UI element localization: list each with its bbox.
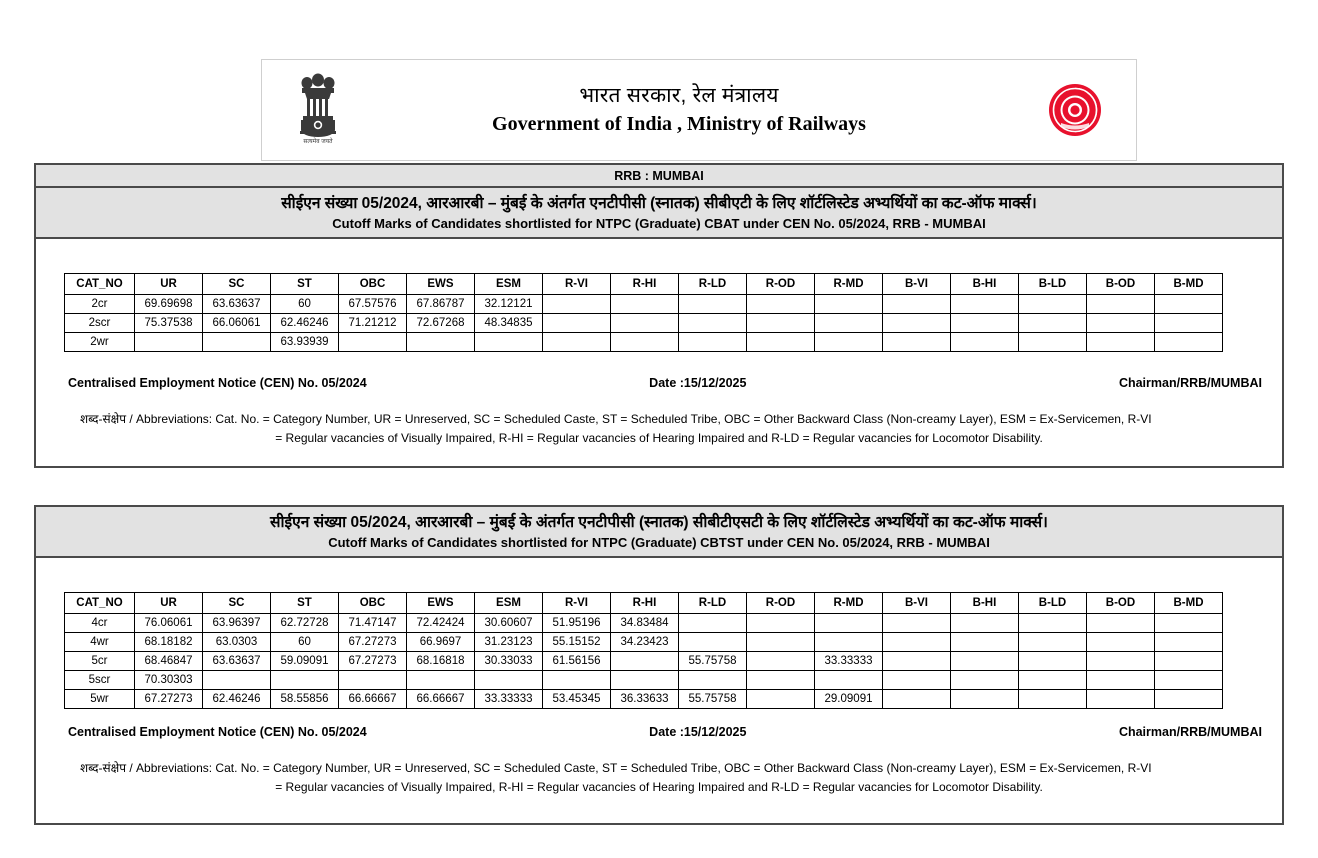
col-header-b-od: B-OD bbox=[1087, 273, 1155, 294]
col-header-b-vi: B-VI bbox=[883, 592, 951, 613]
svg-text:सत्यमेव जयते: सत्यमेव जयते bbox=[303, 139, 333, 145]
cell-value bbox=[883, 670, 951, 689]
cell-value bbox=[815, 613, 883, 632]
cell-cat-no: 5wr bbox=[65, 689, 135, 708]
cell-value: 63.96397 bbox=[203, 613, 271, 632]
cell-value bbox=[1087, 294, 1155, 313]
masthead-english-title: Government of India , Ministry of Railways bbox=[492, 113, 866, 136]
cell-value: 58.55856 bbox=[271, 689, 339, 708]
cbtst-hindi-heading: सीईएन संख्या 05/2024, आरआरबी – मुंबई के अंतर्गत एनटीपीसी (स्नातक) सीबीटीएसटी के लिए शॉर्टलिस्टेड अभ्यर्थियों का कट-ऑफ मार्क्स। bbox=[270, 514, 1048, 531]
cell-value: 55.15152 bbox=[543, 632, 611, 651]
cell-value: 53.45345 bbox=[543, 689, 611, 708]
col-header-ews: EWS bbox=[407, 273, 475, 294]
col-header-sc: SC bbox=[203, 592, 271, 613]
cell-value: 59.09091 bbox=[271, 651, 339, 670]
cell-value bbox=[1019, 332, 1087, 351]
col-header-r-od: R-OD bbox=[747, 273, 815, 294]
cell-value bbox=[1155, 313, 1223, 332]
cell-value bbox=[475, 332, 543, 351]
cell-value: 60 bbox=[271, 632, 339, 651]
cell-value bbox=[1019, 670, 1087, 689]
cbat-abbr-line-2: = Regular vacancies of Visually Impaired, R-HI = Regular vacancies of Hearing Impaired and R-LD = Regular vacancies for Locomotor Disability. bbox=[275, 431, 1043, 446]
col-header-cat-no: CAT_NO bbox=[65, 592, 135, 613]
cell-value bbox=[815, 332, 883, 351]
col-header-st: ST bbox=[271, 592, 339, 613]
cell-value bbox=[1155, 294, 1223, 313]
cell-value: 31.23123 bbox=[475, 632, 543, 651]
col-header-b-ld: B-LD bbox=[1019, 273, 1087, 294]
cell-value: 55.75758 bbox=[679, 689, 747, 708]
cell-value bbox=[611, 651, 679, 670]
cell-value bbox=[951, 613, 1019, 632]
col-header-b-md: B-MD bbox=[1155, 273, 1223, 294]
cell-value: 48.34835 bbox=[475, 313, 543, 332]
table-row bbox=[65, 294, 1223, 313]
cell-value bbox=[611, 332, 679, 351]
table-row bbox=[65, 332, 1223, 351]
cell-value bbox=[1019, 651, 1087, 670]
cell-value bbox=[1155, 689, 1223, 708]
cell-value: 67.27273 bbox=[339, 651, 407, 670]
masthead-hindi-title: भारत सरकार, रेल मंत्रालय bbox=[579, 83, 779, 107]
cell-value bbox=[815, 632, 883, 651]
col-header-r-hi: R-HI bbox=[611, 592, 679, 613]
cell-value: 62.46246 bbox=[203, 689, 271, 708]
cell-cat-no: 5scr bbox=[65, 670, 135, 689]
cell-value bbox=[1087, 332, 1155, 351]
cell-value: 63.0303 bbox=[203, 632, 271, 651]
cbat-footer-row bbox=[36, 376, 1282, 390]
cell-value bbox=[747, 313, 815, 332]
col-header-r-md: R-MD bbox=[815, 273, 883, 294]
cell-value bbox=[543, 670, 611, 689]
cell-value bbox=[679, 313, 747, 332]
cbat-abbreviations bbox=[36, 410, 1282, 449]
col-header-b-hi: B-HI bbox=[951, 273, 1019, 294]
cbat-heading-band bbox=[36, 188, 1282, 239]
cell-value bbox=[1087, 632, 1155, 651]
cell-cat-no: 2wr bbox=[65, 332, 135, 351]
cell-value: 61.56156 bbox=[543, 651, 611, 670]
cell-value bbox=[883, 313, 951, 332]
cell-value: 68.18182 bbox=[135, 632, 203, 651]
cell-value bbox=[543, 313, 611, 332]
cell-value bbox=[203, 332, 271, 351]
cell-value bbox=[951, 294, 1019, 313]
cbtst-table-wrap bbox=[36, 558, 1282, 709]
table-row bbox=[65, 632, 1223, 651]
cbtst-abbreviations bbox=[36, 759, 1282, 798]
cbtst-abbr-line-2: = Regular vacancies of Visually Impaired, R-HI = Regular vacancies of Hearing Impaired and R-LD = Regular vacancies for Locomotor Disability. bbox=[275, 780, 1043, 795]
cell-value: 62.72728 bbox=[271, 613, 339, 632]
cbat-abbr-line-1: शब्द-संक्षेप / Abbreviations: Cat. No. = Category Number, UR = Unreserved, SC = Scheduled Caste, ST = Scheduled Tribe, OBC = Other Backward Class (Non-creamy Layer), ESM = Ex-Servicemen, R-VI bbox=[80, 411, 1152, 426]
cell-value bbox=[883, 632, 951, 651]
col-header-b-ld: B-LD bbox=[1019, 592, 1087, 613]
cell-value: 69.69698 bbox=[135, 294, 203, 313]
cell-value: 33.33333 bbox=[815, 651, 883, 670]
cbtst-footer-row bbox=[36, 725, 1282, 739]
table-header-row bbox=[65, 592, 1223, 613]
cell-value: 62.46246 bbox=[271, 313, 339, 332]
cell-value: 70.30303 bbox=[135, 670, 203, 689]
cell-value bbox=[815, 294, 883, 313]
cell-value: 30.33033 bbox=[475, 651, 543, 670]
cell-value: 66.66667 bbox=[339, 689, 407, 708]
cbtst-date: Date :15/12/2025 bbox=[649, 724, 747, 739]
cell-value bbox=[951, 670, 1019, 689]
cell-value bbox=[339, 670, 407, 689]
table-row bbox=[65, 613, 1223, 632]
cbtst-cen-notice: Centralised Employment Notice (CEN) No. 05/2024 bbox=[68, 724, 367, 739]
cell-value: 66.06061 bbox=[203, 313, 271, 332]
col-header-b-md: B-MD bbox=[1155, 592, 1223, 613]
col-header-r-vi: R-VI bbox=[543, 273, 611, 294]
cell-value: 36.33633 bbox=[611, 689, 679, 708]
cell-value bbox=[951, 313, 1019, 332]
cell-value bbox=[1019, 613, 1087, 632]
cbat-cen-notice: Centralised Employment Notice (CEN) No. 05/2024 bbox=[68, 375, 367, 390]
cell-value bbox=[951, 332, 1019, 351]
cell-value: 34.83484 bbox=[611, 613, 679, 632]
cbtst-cutoff-table bbox=[64, 592, 1223, 709]
cell-value bbox=[135, 332, 203, 351]
cell-value bbox=[543, 294, 611, 313]
cell-value bbox=[1019, 294, 1087, 313]
cell-cat-no: 4wr bbox=[65, 632, 135, 651]
cell-value bbox=[1019, 313, 1087, 332]
cell-value bbox=[679, 294, 747, 313]
cell-value bbox=[1087, 689, 1155, 708]
masthead bbox=[261, 59, 1137, 161]
cell-value bbox=[1019, 689, 1087, 708]
cell-value: 63.63637 bbox=[203, 294, 271, 313]
rrb-band: RRB : MUMBAI bbox=[36, 165, 1282, 188]
table-row bbox=[65, 313, 1223, 332]
cell-value bbox=[475, 670, 543, 689]
cell-value: 60 bbox=[271, 294, 339, 313]
masthead-titles bbox=[310, 83, 1048, 137]
cell-value bbox=[951, 632, 1019, 651]
cell-value bbox=[883, 651, 951, 670]
table-row bbox=[65, 670, 1223, 689]
col-header-r-ld: R-LD bbox=[679, 592, 747, 613]
cell-value bbox=[679, 670, 747, 689]
cell-value: 72.67268 bbox=[407, 313, 475, 332]
cell-value bbox=[883, 294, 951, 313]
cell-value: 63.93939 bbox=[271, 332, 339, 351]
cbat-date: Date :15/12/2025 bbox=[649, 375, 747, 390]
cell-cat-no: 5cr bbox=[65, 651, 135, 670]
cell-cat-no: 2cr bbox=[65, 294, 135, 313]
cell-value bbox=[815, 313, 883, 332]
cbat-table-wrap bbox=[36, 239, 1282, 352]
cell-value bbox=[1019, 632, 1087, 651]
cell-value: 29.09091 bbox=[815, 689, 883, 708]
cell-value bbox=[679, 613, 747, 632]
cell-value: 66.9697 bbox=[407, 632, 475, 651]
cell-value bbox=[679, 332, 747, 351]
col-header-esm: ESM bbox=[475, 273, 543, 294]
cell-value bbox=[747, 651, 815, 670]
cell-value bbox=[1155, 632, 1223, 651]
cell-value bbox=[1155, 651, 1223, 670]
cell-value bbox=[407, 332, 475, 351]
cell-value bbox=[747, 294, 815, 313]
cell-value bbox=[883, 613, 951, 632]
cell-value: 72.42424 bbox=[407, 613, 475, 632]
cell-value bbox=[271, 670, 339, 689]
cell-value: 68.16818 bbox=[407, 651, 475, 670]
cell-value bbox=[747, 613, 815, 632]
section-cbat bbox=[34, 163, 1284, 468]
cell-value: 71.21212 bbox=[339, 313, 407, 332]
cell-value: 75.37538 bbox=[135, 313, 203, 332]
cell-value: 55.75758 bbox=[679, 651, 747, 670]
table-header-row bbox=[65, 273, 1223, 294]
col-header-r-ld: R-LD bbox=[679, 273, 747, 294]
col-header-r-od: R-OD bbox=[747, 592, 815, 613]
cell-value bbox=[203, 670, 271, 689]
col-header-r-hi: R-HI bbox=[611, 273, 679, 294]
cell-value bbox=[951, 651, 1019, 670]
section-cbtst bbox=[34, 505, 1284, 825]
cell-cat-no: 4cr bbox=[65, 613, 135, 632]
col-header-b-hi: B-HI bbox=[951, 592, 1019, 613]
col-header-esm: ESM bbox=[475, 592, 543, 613]
cell-value bbox=[407, 670, 475, 689]
cell-value bbox=[1155, 332, 1223, 351]
cell-value: 71.47147 bbox=[339, 613, 407, 632]
cell-value: 67.27273 bbox=[135, 689, 203, 708]
col-header-cat-no: CAT_NO bbox=[65, 273, 135, 294]
col-header-ur: UR bbox=[135, 592, 203, 613]
cell-value bbox=[747, 689, 815, 708]
col-header-ur: UR bbox=[135, 273, 203, 294]
cell-value bbox=[747, 670, 815, 689]
cell-value bbox=[1087, 670, 1155, 689]
cell-value bbox=[747, 632, 815, 651]
cbtst-heading-band bbox=[36, 507, 1282, 558]
cell-value bbox=[611, 670, 679, 689]
cell-value bbox=[339, 332, 407, 351]
table-row bbox=[65, 689, 1223, 708]
cbat-english-heading: Cutoff Marks of Candidates shortlisted for NTPC (Graduate) CBAT under CEN No. 05/2024, RRB - MUMBAI bbox=[332, 216, 986, 232]
cell-value bbox=[951, 689, 1019, 708]
col-header-sc: SC bbox=[203, 273, 271, 294]
cell-value bbox=[1087, 651, 1155, 670]
cbat-cutoff-table bbox=[64, 273, 1223, 352]
cbtst-abbr-line-1: शब्द-संक्षेप / Abbreviations: Cat. No. = Category Number, UR = Unreserved, SC = Scheduled Caste, ST = Scheduled Tribe, OBC = Other Backward Class (Non-creamy Layer), ESM = Ex-Servicemen, R-VI bbox=[80, 760, 1152, 775]
col-header-r-md: R-MD bbox=[815, 592, 883, 613]
cell-value bbox=[1087, 313, 1155, 332]
col-header-obc: OBC bbox=[339, 592, 407, 613]
col-header-b-vi: B-VI bbox=[883, 273, 951, 294]
cell-value: 51.95196 bbox=[543, 613, 611, 632]
col-header-b-od: B-OD bbox=[1087, 592, 1155, 613]
col-header-ews: EWS bbox=[407, 592, 475, 613]
cell-value bbox=[679, 632, 747, 651]
cell-value bbox=[1087, 613, 1155, 632]
cell-value bbox=[543, 332, 611, 351]
cell-value bbox=[815, 670, 883, 689]
cell-value bbox=[883, 332, 951, 351]
cell-value bbox=[1155, 613, 1223, 632]
cell-value: 67.57576 bbox=[339, 294, 407, 313]
cbtst-chairman: Chairman/RRB/MUMBAI bbox=[1118, 724, 1262, 739]
cell-value bbox=[883, 689, 951, 708]
cell-value: 67.86787 bbox=[407, 294, 475, 313]
col-header-st: ST bbox=[271, 273, 339, 294]
cell-value: 34.23423 bbox=[611, 632, 679, 651]
cbtst-english-heading: Cutoff Marks of Candidates shortlisted for NTPC (Graduate) CBTST under CEN No. 05/2024, RRB - MUMBAI bbox=[328, 535, 990, 551]
cell-value: 66.66667 bbox=[407, 689, 475, 708]
cell-cat-no: 2scr bbox=[65, 313, 135, 332]
cell-value: 33.33333 bbox=[475, 689, 543, 708]
col-header-r-vi: R-VI bbox=[543, 592, 611, 613]
cell-value bbox=[611, 313, 679, 332]
cell-value: 30.60607 bbox=[475, 613, 543, 632]
cell-value: 32.12121 bbox=[475, 294, 543, 313]
cell-value: 63.63637 bbox=[203, 651, 271, 670]
cell-value: 76.06061 bbox=[135, 613, 203, 632]
indian-railways-logo-icon bbox=[1048, 83, 1102, 137]
cbat-chairman: Chairman/RRB/MUMBAI bbox=[1118, 375, 1262, 390]
cell-value: 67.27273 bbox=[339, 632, 407, 651]
cell-value bbox=[611, 294, 679, 313]
cell-value bbox=[747, 332, 815, 351]
cell-value bbox=[1155, 670, 1223, 689]
col-header-obc: OBC bbox=[339, 273, 407, 294]
table-row bbox=[65, 651, 1223, 670]
cbat-hindi-heading: सीईएन संख्या 05/2024, आरआरबी – मुंबई के अंतर्गत एनटीपीसी (स्नातक) सीबीएटी के लिए शॉर्टलिस्टेड अभ्यर्थियों का कट-ऑफ मार्क्स। bbox=[281, 195, 1037, 212]
cell-value: 68.46847 bbox=[135, 651, 203, 670]
